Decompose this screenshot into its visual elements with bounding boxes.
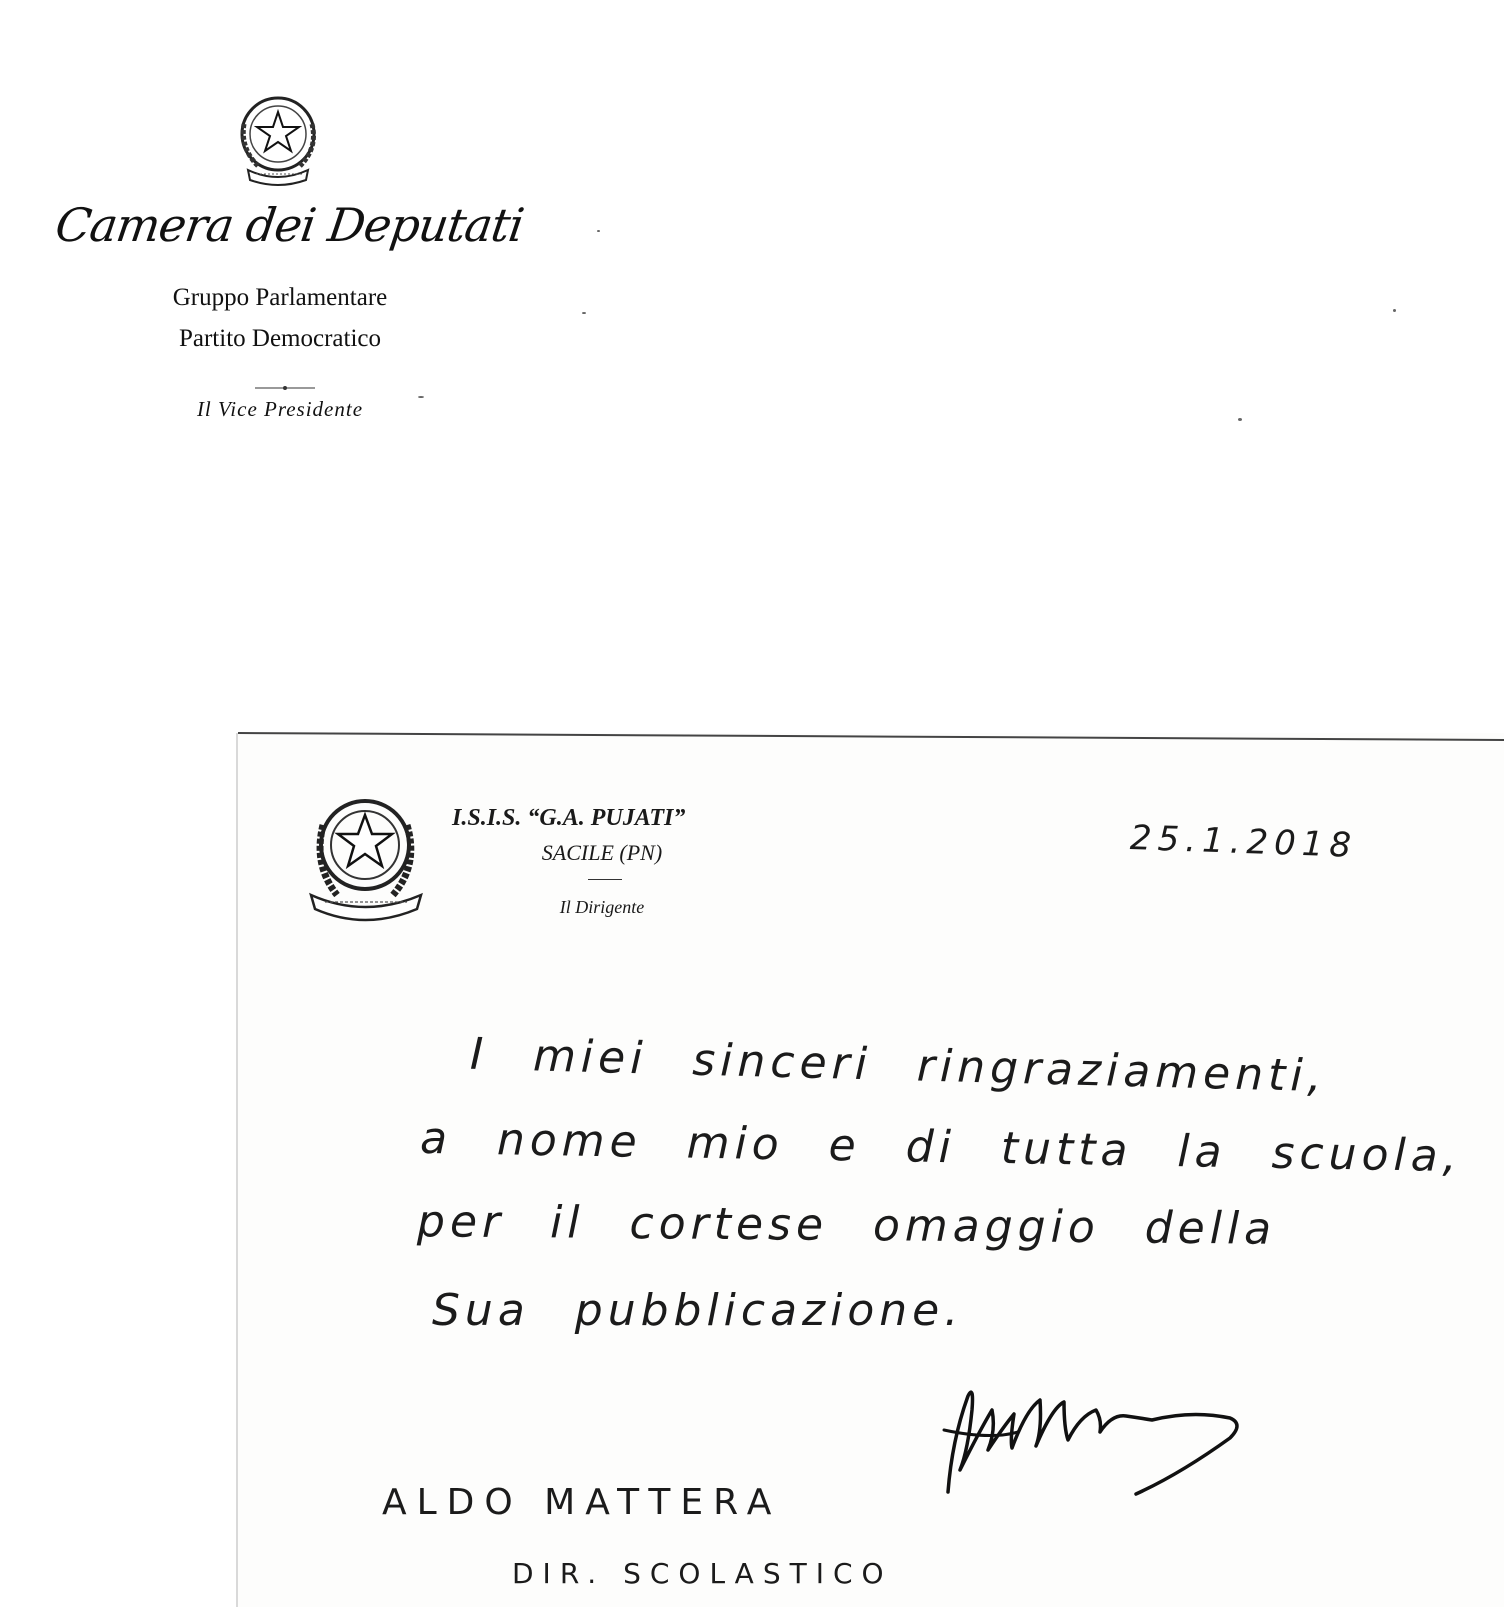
card-top-edge: [238, 731, 1504, 745]
message-line-2: a nome mio e di tutta la scuola,: [419, 1112, 1463, 1183]
scan-speck: [1238, 418, 1242, 421]
group-line-1: Gruppo Parlamentare: [172, 284, 388, 311]
emblem-school-icon: [303, 785, 433, 925]
card-left-edge: [236, 733, 238, 1607]
scan-speck: [1393, 309, 1396, 312]
printed-title: DIR. SCOLASTICO: [512, 1557, 893, 1590]
handwritten-date: 25.1.2018: [1129, 818, 1358, 866]
ornament-divider: [255, 378, 315, 384]
scan-speck: [597, 230, 600, 232]
handwritten-signature: [930, 1370, 1260, 1510]
message-line-1: I miei sinceri ringraziamenti,: [469, 1028, 1328, 1103]
chamber-title: Camera dei Deputati: [52, 198, 527, 252]
vice-president-title: Il Vice Presidente: [196, 397, 364, 421]
message-line-3: per il cortese omaggio della: [416, 1196, 1277, 1255]
group-line-2: Partito Democratico: [178, 325, 381, 352]
school-name: I.S.I.S. “G.A. PUJATI”: [452, 805, 686, 831]
school-divider: [588, 879, 622, 880]
emblem-top-icon: [234, 88, 330, 188]
school-role: Il Dirigente: [559, 897, 645, 917]
school-city: SACILE (PN): [541, 840, 663, 865]
scan-speck: [582, 312, 586, 314]
message-line-4: Sua pubblicazione.: [432, 1285, 964, 1336]
printed-name: ALDO MATTERA: [382, 1482, 782, 1523]
scan-speck: [418, 396, 424, 398]
